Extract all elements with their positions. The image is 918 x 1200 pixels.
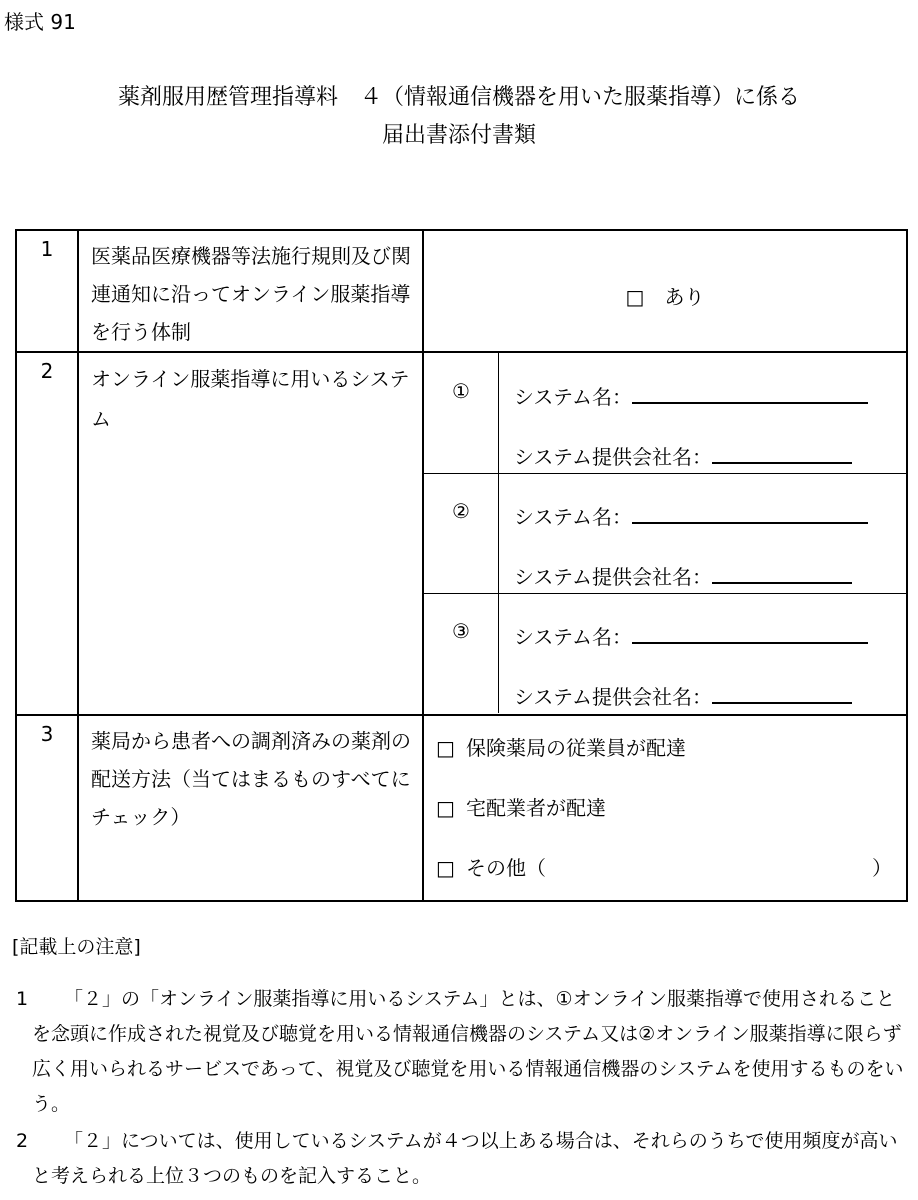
delivery-option-courier[interactable] bbox=[436, 792, 606, 821]
system-name-field[interactable] bbox=[632, 504, 868, 524]
delivery-option-staff[interactable] bbox=[436, 732, 686, 761]
application-form-table bbox=[15, 229, 908, 902]
notes-heading: [記載上の注意] bbox=[12, 936, 141, 958]
row-number: 2 bbox=[16, 352, 78, 715]
system-company-label: システム提供会社名： bbox=[514, 685, 712, 709]
systems-cell bbox=[423, 352, 907, 715]
system-marker: ② bbox=[452, 499, 470, 523]
note-text: 「２」については、使用しているシステムが４つ以上ある場合は、それらのうちで使用頻度が高いと考えられる上位３つのものを記入すること。 bbox=[32, 1130, 898, 1187]
system-name-label: システム名： bbox=[514, 385, 632, 409]
option-label: 宅配業者が配達 bbox=[466, 796, 606, 820]
row-number: 3 bbox=[16, 715, 78, 901]
system-name-field[interactable] bbox=[632, 384, 868, 404]
table-row bbox=[16, 352, 907, 715]
option-label: 保険薬局の従業員が配達 bbox=[466, 736, 686, 760]
system-company-label: システム提供会社名： bbox=[514, 565, 712, 589]
availability-checkbox[interactable]: □ あり bbox=[625, 285, 705, 309]
row-number: 1 bbox=[16, 230, 78, 352]
note-item bbox=[16, 982, 908, 1122]
note-text: 「２」の「オンライン服薬指導に用いるシステム」とは、①オンライン服薬指導で使用されることを念頭に作成された視覚及び聴覚を用いる情報通信機器のシステム又は②オンライン服薬指導に限らず広く用いられるサービスであって、視覚及び聴覚を用いる情報通信機器のシステムを使用するものをいう。 bbox=[32, 988, 904, 1115]
system-company-field[interactable] bbox=[712, 564, 852, 584]
system-marker: ① bbox=[452, 379, 470, 403]
note-number: 1 bbox=[16, 988, 29, 1010]
system-name-label: システム名： bbox=[514, 625, 632, 649]
closing-paren: ） bbox=[872, 856, 892, 880]
system-company-field[interactable] bbox=[712, 684, 852, 704]
system-name-label: システム名： bbox=[514, 505, 632, 529]
system-entry-1 bbox=[424, 353, 906, 474]
system-marker: ③ bbox=[452, 619, 470, 643]
table-row bbox=[16, 230, 907, 352]
delivery-option-other[interactable] bbox=[436, 852, 892, 881]
system-company-field[interactable] bbox=[712, 444, 852, 464]
document-title: 薬剤服用歴管理指導料 ４（情報通信機器を用いた服薬指導）に係る bbox=[117, 85, 800, 110]
checkbox[interactable]: □ bbox=[436, 736, 455, 760]
option-label: その他（ bbox=[466, 856, 546, 880]
row-label: オンライン服薬指導に用いるシステム bbox=[78, 352, 423, 715]
system-entry-3 bbox=[424, 593, 906, 713]
row-label: 医薬品医療機器等法施行規則及び関連通知に沿ってオンライン服薬指導を行う体制 bbox=[78, 230, 423, 352]
checkbox[interactable]: □ bbox=[436, 856, 455, 880]
system-entry-2 bbox=[424, 473, 906, 594]
availability-cell bbox=[423, 230, 907, 352]
row-label: 薬局から患者への調剤済みの薬剤の配送方法（当てはまるものすべてにチェック） bbox=[78, 715, 423, 901]
note-number: 2 bbox=[16, 1130, 29, 1152]
system-company-label: システム提供会社名： bbox=[514, 445, 712, 469]
system-name-field[interactable] bbox=[632, 624, 868, 644]
form-number: 様式 91 bbox=[4, 10, 76, 34]
delivery-method-cell bbox=[423, 715, 907, 901]
note-item bbox=[16, 1124, 908, 1194]
document-subtitle: 届出書添付書類 bbox=[381, 123, 536, 148]
table-row bbox=[16, 715, 907, 901]
checkbox[interactable]: □ bbox=[436, 796, 455, 820]
